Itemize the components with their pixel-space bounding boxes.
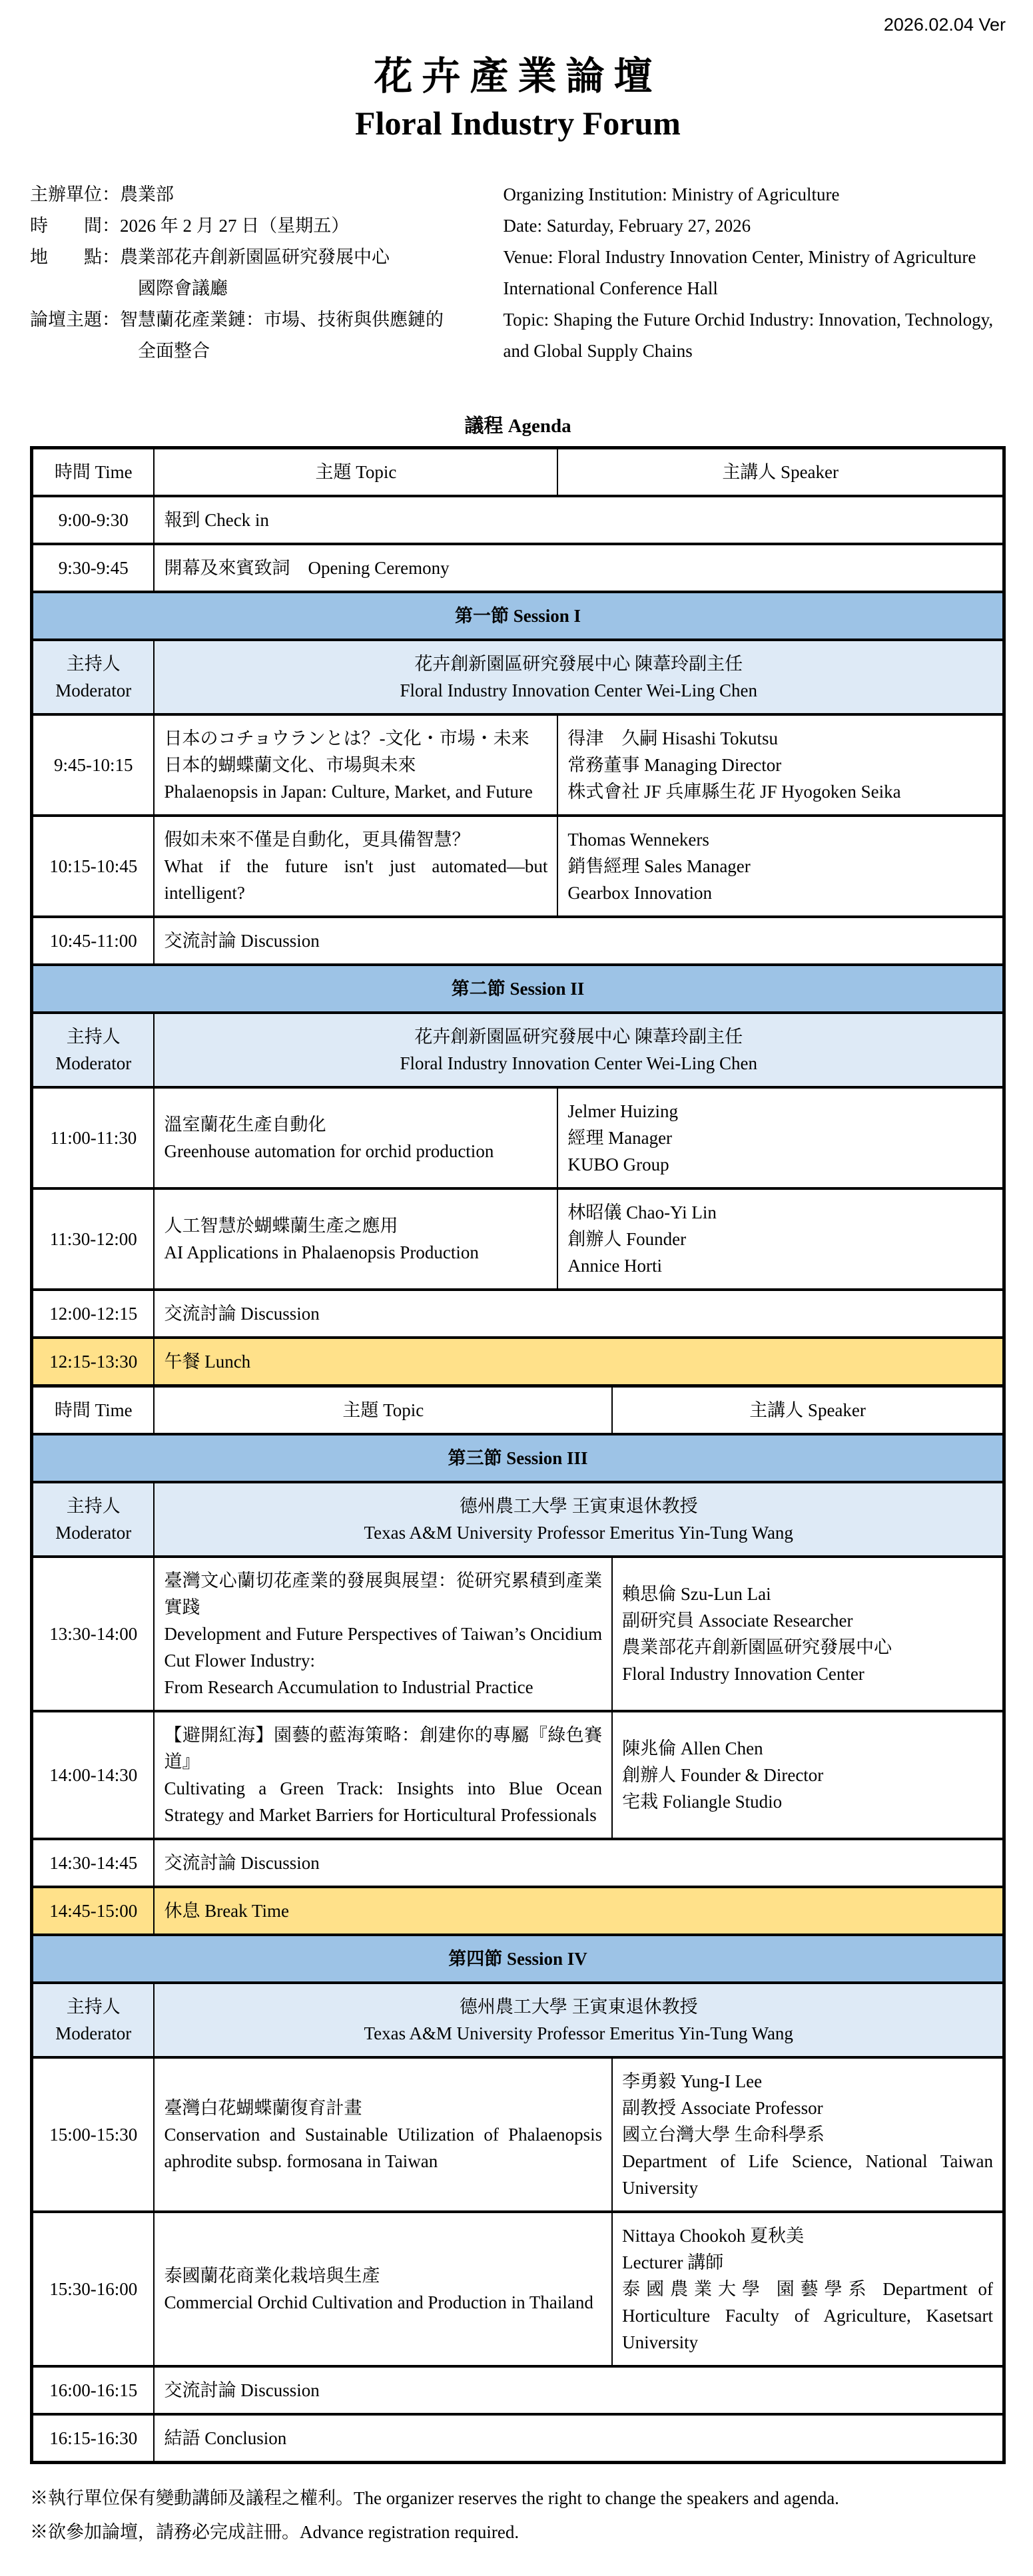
agenda-row-header: [32, 1386, 1004, 1434]
event-cell: 交流討論 Discussion: [154, 917, 1004, 965]
text-line: 主持人: [66, 1996, 121, 2017]
text-line: 得津 久嗣 Hisashi Tokutsu: [567, 728, 778, 748]
text-line: Moderator: [55, 680, 132, 700]
event-info-en: [504, 179, 1006, 367]
info-label: 論壇主題：: [30, 309, 120, 330]
speaker-cell: [612, 2212, 1004, 2366]
agenda-row-moderator: [32, 1482, 1004, 1557]
info-line-en: Venue: Floral Industry Innovation Center, Ministry of Agriculture International Conference Hall: [503, 246, 976, 298]
time-cell: 12:15-13:30: [32, 1338, 155, 1386]
text-line: Floral Industry Innovation Center: [622, 1663, 864, 1684]
col-header-speaker: 主講人 Speaker: [612, 1386, 1004, 1434]
text-line: Jelmer Huizing: [567, 1101, 679, 1121]
moderator-label: [32, 640, 155, 714]
agenda-row-item: [32, 714, 1004, 816]
agenda-row-session: [32, 592, 1004, 640]
info-value: 農業部花卉創新園區研究發展中心: [120, 246, 390, 267]
text-line: 副研究員 Associate Researcher: [622, 1610, 853, 1631]
text-line: 國立台灣大學 生命科學系: [622, 2124, 825, 2145]
col-header-time: 時間 Time: [32, 447, 155, 496]
text-line: 花卉創新園區研究發展中心 陳葦玲副主任: [414, 1026, 743, 1047]
info-line-zh: [30, 242, 504, 273]
text-line: 李勇毅 Yung-I Lee: [622, 2071, 763, 2091]
text-line: AI Applications in Phalaenopsis Production: [164, 1242, 479, 1262]
time-cell: 15:00-15:30: [32, 2057, 155, 2212]
text-line: Gearbox Innovation: [567, 882, 713, 903]
text-line: 德州農工大學 王寅東退休教授: [459, 1996, 698, 2017]
agenda-row-simple: [32, 496, 1004, 544]
text-line: 德州農工大學 王寅東退休教授: [459, 1495, 698, 1516]
text-line: 主持人: [66, 1495, 121, 1516]
text-line: 臺灣白花蝴蝶蘭復育計畫: [164, 2097, 362, 2118]
text-line: 花卉創新園區研究發展中心 陳葦玲副主任: [414, 653, 743, 674]
text-line: Texas A&M University Professor Emeritus Yin-Tung Wang: [364, 1522, 793, 1543]
time-cell: 10:15-10:45: [32, 816, 155, 917]
session-header: 第一節 Session I: [32, 592, 1004, 640]
text-line: 【避開紅海】園藝的藍海策略：創建你的專屬『綠色賽道』: [164, 1724, 603, 1772]
text-line: 宅栽 Foliangle Studio: [622, 1791, 783, 1812]
text-line: Floral Industry Innovation Center Wei-Ling Chen: [400, 1053, 757, 1073]
text-line: Phalaenopsis in Japan: Culture, Market, and Future: [164, 781, 533, 802]
topic-cell: [154, 2057, 612, 2212]
col-header-topic: 主題 Topic: [154, 447, 557, 496]
text-line: 泰國蘭花商業化栽培與生產: [164, 2265, 380, 2286]
time-cell: 10:45-11:00: [32, 917, 155, 965]
agenda-title: 議程 Agenda: [464, 415, 571, 437]
footnotes: [30, 2481, 1006, 2549]
event-cell: 報到 Check in: [154, 496, 1004, 544]
agenda-row-simple: [32, 2414, 1004, 2463]
text-line: 林昭儀 Chao-Yi Lin: [567, 1202, 717, 1222]
topic-cell: [154, 1711, 612, 1839]
info-line-zh: [30, 304, 504, 336]
agenda-row-moderator: [32, 1013, 1004, 1087]
moderator-label: [32, 1482, 155, 1557]
text-line: 日本のコチョウランとは？-文化・市場・未来: [164, 728, 529, 748]
time-cell: 14:45-15:00: [32, 1887, 155, 1935]
session-header: 第四節 Session IV: [32, 1935, 1004, 1983]
speaker-cell: [557, 1087, 1004, 1188]
time-cell: 14:00-14:30: [32, 1711, 155, 1839]
page-title-zh: 花卉產業論壇: [374, 55, 662, 98]
time-cell: 16:00-16:15: [32, 2366, 155, 2414]
text-line: From Research Accumulation to Industrial Practice: [164, 1676, 533, 1697]
topic-cell: [154, 1557, 612, 1711]
info-line-en: Organizing Institution: Ministry of Agriculture: [503, 184, 840, 204]
info-label: 時 間：: [30, 215, 120, 236]
col-header-speaker: 主講人 Speaker: [557, 447, 1004, 496]
text-line: 人工智慧於蝴蝶蘭生產之應用: [164, 1215, 398, 1236]
moderator-value: [154, 1482, 1004, 1557]
speaker-cell: [557, 714, 1004, 816]
text-line: 副教授 Associate Professor: [622, 2097, 823, 2118]
agenda-row-item: [32, 1557, 1004, 1711]
agenda-row-moderator: [32, 640, 1004, 714]
time-cell: 9:30-9:45: [32, 544, 155, 592]
text-line: 株式會社 JF 兵庫縣生花 JF Hyogoken Seika: [567, 781, 901, 802]
time-cell: 13:30-14:00: [32, 1557, 155, 1711]
agenda-row-simple: [32, 1839, 1004, 1887]
text-line: Thomas Wennekers: [567, 829, 709, 850]
time-cell: 11:30-12:00: [32, 1188, 155, 1290]
agenda-row-item: [32, 1188, 1004, 1290]
event-cell: 交流討論 Discussion: [154, 1839, 1004, 1887]
speaker-cell: [557, 816, 1004, 917]
agenda-row-item: [32, 2212, 1004, 2366]
text-line: Moderator: [55, 1522, 132, 1543]
text-line: 臺灣文心蘭切花產業的發展與展望：從研究累積到產業實踐: [164, 1570, 603, 1617]
text-line: Moderator: [55, 2023, 132, 2043]
text-line: Development and Future Perspectives of Taiwan’s Oncidium Cut Flower Industry:: [164, 1623, 603, 1671]
page-title-en: Floral Industry Forum: [355, 105, 681, 142]
agenda-row-simple: [32, 2366, 1004, 2414]
topic-cell: [154, 816, 557, 917]
agenda-row-session: [32, 965, 1004, 1013]
moderator-label: [32, 1013, 155, 1087]
agenda-row-item: [32, 2057, 1004, 2212]
time-cell: 16:15-16:30: [32, 2414, 155, 2463]
version-label: 2026.02.04 Ver: [883, 15, 1006, 35]
agenda-row-item: [32, 816, 1004, 917]
text-line: KUBO Group: [567, 1154, 669, 1174]
topic-cell: [154, 2212, 612, 2366]
info-value: 智慧蘭花產業鏈：市場、技術與供應鏈的: [120, 309, 444, 330]
agenda-row-simple: [32, 544, 1004, 592]
time-cell: 9:45-10:15: [32, 714, 155, 816]
text-line: 泰國農業大學 園藝學系 Department of Horticulture Faculty of Agriculture, Kasetsart University: [622, 2278, 993, 2352]
agenda-row-item: [32, 1711, 1004, 1839]
info-line-zh: [30, 210, 504, 242]
agenda-row-item: [32, 1087, 1004, 1188]
text-line: 賴思倫 Szu-Lun Lai: [622, 1583, 771, 1604]
info-value: 全面整合: [138, 340, 210, 361]
text-line: Cultivating a Green Track: Insights into Blue Ocean Strategy and Market Barriers for Horticultural Professionals: [164, 1778, 603, 1825]
text-line: 常務董事 Managing Director: [567, 754, 782, 775]
info-line-zh: [30, 179, 504, 210]
text-line: 陳兆倫 Allen Chen: [622, 1738, 763, 1758]
text-line: Annice Horti: [567, 1255, 663, 1276]
text-line: Nittaya Chookoh 夏秋美: [622, 2225, 805, 2246]
time-cell: 14:30-14:45: [32, 1839, 155, 1887]
event-info-zh: [30, 179, 504, 367]
event-cell: 開幕及來賓致詞 Opening Ceremony: [154, 544, 1004, 592]
text-line: 假如未來不僅是自動化，更具備智慧？: [164, 829, 470, 850]
info-label: 地 點：: [30, 246, 120, 267]
moderator-value: [154, 1013, 1004, 1087]
text-line: 溫室蘭花生產自動化: [164, 1114, 326, 1135]
agenda-row-simple: [32, 1290, 1004, 1338]
text-line: 日本的蝴蝶蘭文化、市場與未來: [164, 754, 416, 775]
speaker-cell: [612, 1711, 1004, 1839]
text-line: Commercial Orchid Cultivation and Production in Thailand: [164, 2292, 593, 2312]
moderator-label: [32, 1983, 155, 2057]
text-line: 主持人: [66, 653, 121, 674]
text-line: Greenhouse automation for orchid production: [164, 1141, 494, 1161]
event-cell: 交流討論 Discussion: [154, 2366, 1004, 2414]
time-cell: 15:30-16:00: [32, 2212, 155, 2366]
footnote-line: ※執行單位保有變動講師及議程之權利。The organizer reserves the right to change the speakers and agenda.: [30, 2487, 839, 2508]
event-info-block: [30, 179, 1006, 367]
text-line: Floral Industry Innovation Center Wei-Ling Chen: [400, 680, 757, 700]
session-header: 第三節 Session III: [32, 1434, 1004, 1482]
text-line: Texas A&M University Professor Emeritus Yin-Tung Wang: [364, 2023, 793, 2043]
col-header-time: 時間 Time: [32, 1386, 155, 1434]
agenda-table-afternoon: [30, 1384, 1006, 2464]
info-label: 主辦單位：: [30, 184, 120, 204]
info-line-zh: [30, 273, 504, 304]
moderator-value: [154, 640, 1004, 714]
agenda-row-moderator: [32, 1983, 1004, 2057]
event-cell: 結語 Conclusion: [154, 2414, 1004, 2463]
time-cell: 12:00-12:15: [32, 1290, 155, 1338]
event-cell: 休息 Break Time: [154, 1887, 1004, 1935]
text-line: Department of Life Science, National Taiwan University: [622, 2151, 993, 2198]
agenda-row-header: [32, 447, 1004, 496]
text-line: 創辦人 Founder: [567, 1228, 687, 1249]
time-cell: 11:00-11:30: [32, 1087, 155, 1188]
speaker-cell: [612, 2057, 1004, 2212]
speaker-cell: [612, 1557, 1004, 1711]
agenda-row-simple: [32, 917, 1004, 965]
text-line: 經理 Manager: [567, 1127, 673, 1148]
session-header: 第二節 Session II: [32, 965, 1004, 1013]
info-line-en: Topic: Shaping the Future Orchid Industry: Innovation, Technology, and Global Supply Chains: [503, 309, 994, 361]
text-line: Lecturer 講師: [622, 2252, 724, 2272]
text-line: Moderator: [55, 1053, 132, 1073]
agenda-row-break: [32, 1338, 1004, 1386]
event-cell: 午餐 Lunch: [154, 1338, 1004, 1386]
info-value: 2026 年 2 月 27 日（星期五）: [120, 215, 350, 236]
moderator-value: [154, 1983, 1004, 2057]
text-line: 銷售經理 Sales Manager: [567, 856, 751, 876]
text-line: What if the future isn't just automated—but intelligent?: [164, 856, 548, 903]
info-value: 農業部: [120, 184, 174, 204]
info-value: 國際會議廳: [138, 278, 228, 298]
footnote-line: ※欲參加論壇，請務必完成註冊。Advance registration required.: [30, 2521, 519, 2542]
text-line: 創辦人 Founder & Director: [622, 1764, 824, 1785]
speaker-cell: [557, 1188, 1004, 1290]
text-line: Conservation and Sustainable Utilization of Phalaenopsis aphrodite subsp. formosana in Taiwan: [164, 2124, 603, 2171]
topic-cell: [154, 1087, 557, 1188]
agenda-row-session: [32, 1935, 1004, 1983]
agenda-row-break: [32, 1887, 1004, 1935]
agenda-row-session: [32, 1434, 1004, 1482]
info-line-zh: [30, 336, 504, 367]
agenda-table-morning: [30, 446, 1006, 1388]
topic-cell: [154, 714, 557, 816]
text-line: 主持人: [66, 1026, 121, 1047]
time-cell: 9:00-9:30: [32, 496, 155, 544]
text-line: 農業部花卉創新園區研究發展中心: [622, 1637, 892, 1657]
col-header-topic: 主題 Topic: [154, 1386, 612, 1434]
topic-cell: [154, 1188, 557, 1290]
info-line-en: Date: Saturday, February 27, 2026: [503, 215, 751, 236]
event-cell: 交流討論 Discussion: [154, 1290, 1004, 1338]
